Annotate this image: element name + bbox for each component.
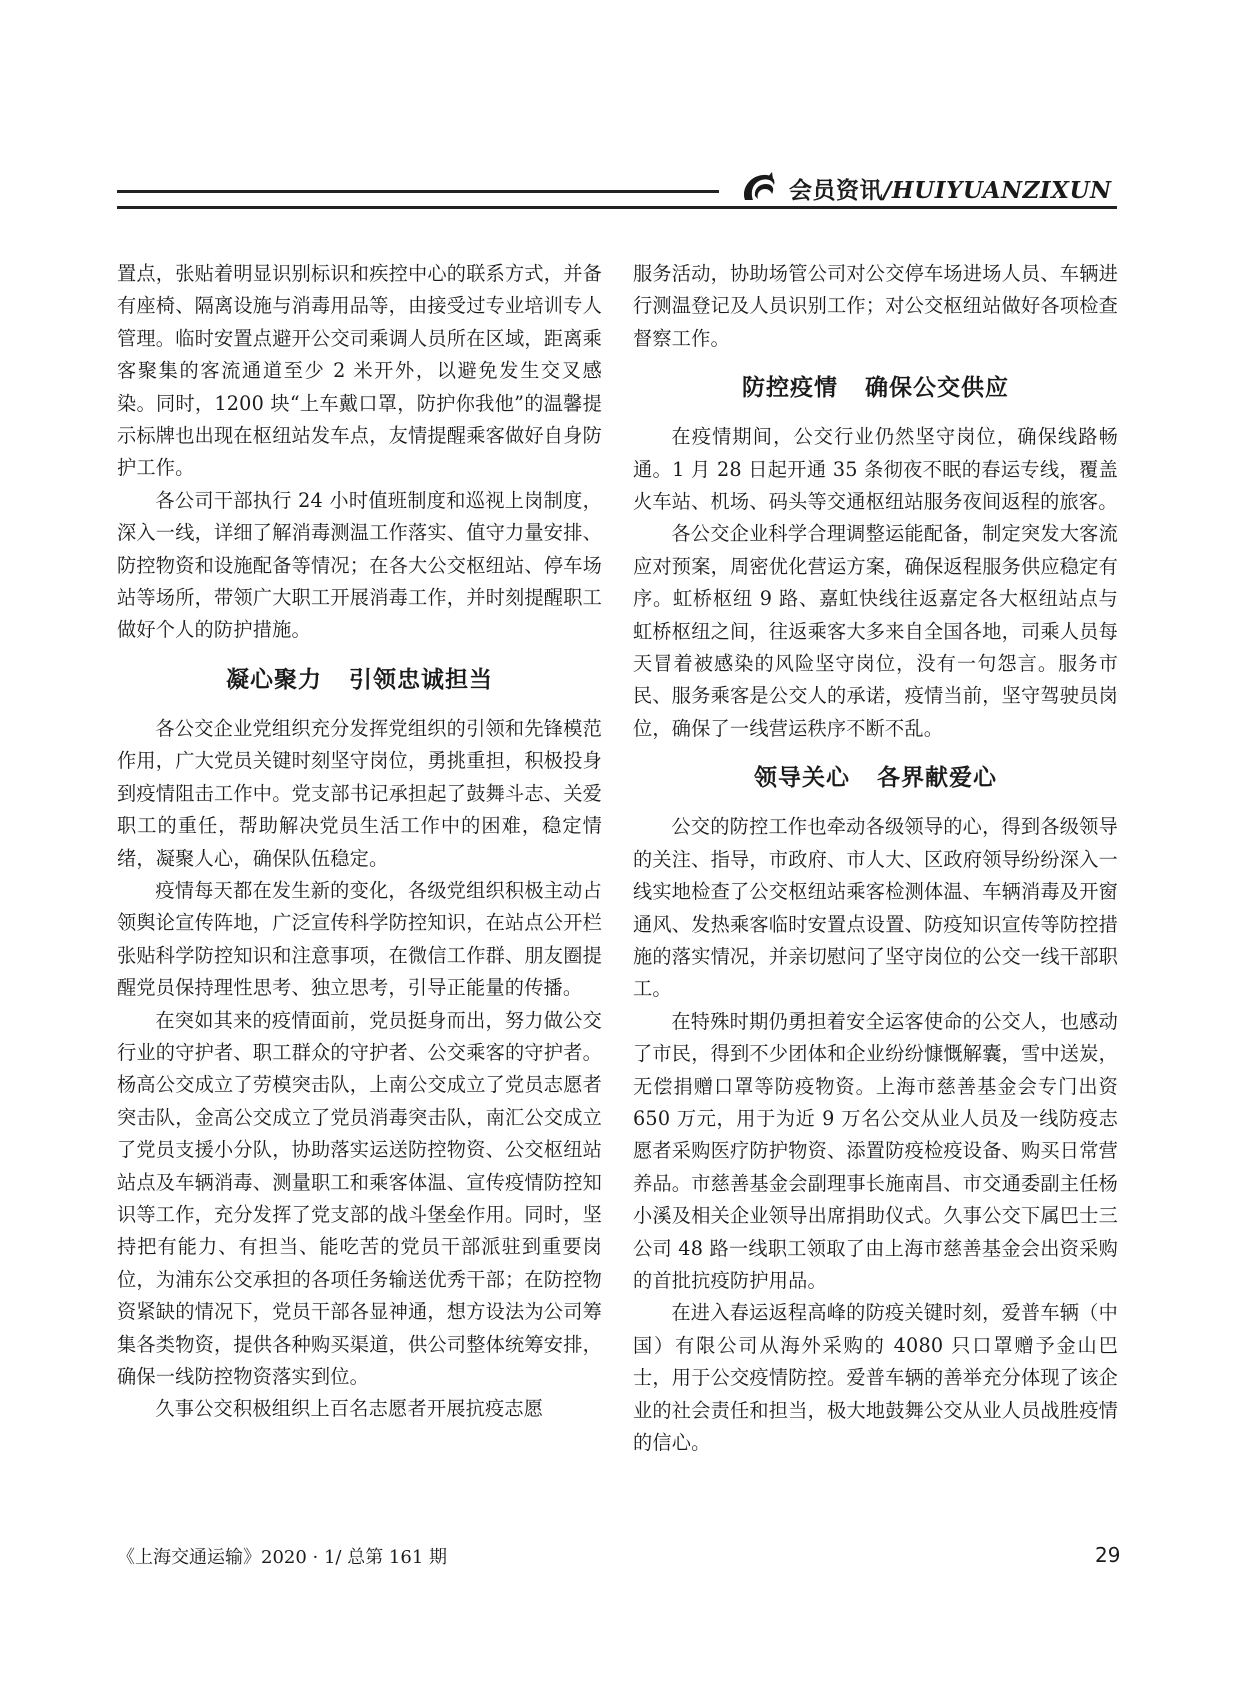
section-heading: 领导关心 各界献爱心 [753, 765, 998, 792]
body-paragraph: 疫情每天都在发生新的变化，各级党组织积极主动占领舆论宣传阵地，广泛宣传科学防控知识，在站点公开栏张贴科学防控知识和注意事项，在微信工作群、朋友圈提醒党员保持理性思考、独立思考，引导正能量的传播。 [117, 878, 602, 1000]
section-label-cn: 会员资讯 [789, 177, 883, 204]
section-heading: 凝心聚力 引领忠诚担当 [225, 666, 494, 693]
page-number: 29 [1095, 1543, 1121, 1567]
body-paragraph: 公交的防控工作也牵动各级领导的心，得到各级领导的关注、指导，市政府、市人大、区政府领导纷纷深入一线实地检查了公交枢纽站乘客检测体温、车辆消毒及开窗通风、发热乘客临时安置点设置、防疫知识宣传等防控措施的落实情况，并亲切慰问了坚守岗位的公交一线干部职工。 [633, 815, 1118, 1001]
body-paragraph: 久事公交积极组织上百名志愿者开展抗疫志愿 [155, 1397, 544, 1421]
section-heading: 防控疫情 确保公交供应 [741, 375, 1010, 402]
body-paragraph: 服务活动，协助场管公司对公交停车场进场人员、车辆进行测温登记及人员识别工作；对公交枢纽站做好各项检查督察工作。 [633, 262, 1118, 350]
body-paragraph: 置点，张贴着明显识别标识和疾控中心的联系方式，并备有座椅、隔离设施与消毒用品等，由接受过专业培训专人管理。临时安置点避开公交司乘调人员所在区域，距离乘客聚集的客流通道至少 2 米开外，以避免发生交叉感染。同时，1200 块“上车戴口罩，防护你我他”的温馨提示标牌也出现在枢纽站发车点，友情提醒乘客做好自身防护工作。 [117, 262, 602, 480]
section-label [789, 172, 1112, 205]
publication-info: 《上海交通运输》2020 · 1/ 总第 161 期 [117, 1547, 448, 1568]
page-header [117, 164, 1117, 224]
body-paragraph: 在突如其来的疫情面前，党员挺身而出，努力做公交行业的守护者、职工群众的守护者、公交乘客的守护者。杨高公交成立了劳模突击队，上南公交成立了党员志愿者突击队，金高公交成立了党员消毒突击队，南汇公交成立了党员支援小分队，协助落实运送防控物资、公交枢纽站站点及车辆消毒、测量职工和乘客体温、宣传疫情防控知识等工作，充分发挥了党支部的战斗堡垒作用。同时，坚持把有能力、有担当、能吃苦的党员干部派驻到重要岗位，为浦东公交承担的各项任务输送优秀干部；在防控物资紧缺的情况下，党员干部各显神通，想方设法为公司筹集各类物资，提供各种购买渠道，供公司整体统筹安排，确保一线防控物资落实到位。 [117, 1008, 602, 1388]
body-paragraph: 在疫情期间，公交行业仍然坚守岗位，确保线路畅通。1 月 28 日起开通 35 条彻夜不眠的春运专线，覆盖火车站、机场、码头等交通枢纽站服务夜间返程的旅客。 [633, 425, 1118, 514]
header-rule-top [117, 190, 719, 193]
body-paragraph: 各公司干部执行 24 小时值班制度和巡视上岗制度，深入一线，详细了解消毒测温工作落实、值守力量安排、防控物资和设施配备等情况；在各大公交枢纽站、停车场站等场所，带领广大职工开展消毒工作，并时刻提醒职工做好个人的防护措施。 [117, 488, 602, 642]
body-paragraph: 在特殊时期仍勇担着安全运客使命的公交人，也感动了市民，得到不少团体和企业纷纷慷慨解囊，雪中送炭，无偿捐赠口罩等防疫物资。上海市慈善基金会专门出资 650 万元，用于为近 9 万名公交从业人员及一线防疫志愿者采购医疗防护物资、添置防疫检疫设备、购买日常营养品。市慈善基金会副理事长施南昌、市交通委副主任杨小溪及相关企业领导出席捐助仪式。久事公交下属巴士三公司 48 路一线职工领取了由上海市慈善基金会出资采购的首批抗疫防护用品。 [633, 1009, 1118, 1292]
body-paragraph: 各公交企业党组织充分发挥党组织的引领和先锋模范作用，广大党员关键时刻坚守岗位，勇挑重担，积极投身到疫情阻击工作中。党支部书记承担起了鼓舞斗志、关爱职工的重任，帮助解决党员生活工作中的困难，稳定情绪，凝聚人心，确保队伍稳定。 [117, 716, 602, 870]
section-label-en: /HUIYUANZIXUN [883, 177, 1112, 204]
right-column [633, 258, 1118, 1459]
body-paragraph: 各公交企业科学合理调整运能配备，制定突发大客流应对预案，周密优化营运方案，确保返程服务供应稳定有序。虹桥枢纽 9 路、嘉虹快线往返嘉定各大枢纽站点与虹桥枢纽之间，往返乘客大多来自全国各地，司乘人员每天冒着被感染的风险坚守岗位，没有一句怨言。服务市民、服务乘客是公交人的承诺，疫情当前，坚守驾驶员岗位，确保了一线营运秩序不断不乱。 [633, 522, 1118, 740]
body-paragraph: 在进入春运返程高峰的防疫关键时刻，爱普车辆（中国）有限公司从海外采购的 4080 只口罩赠予金山巴士，用于公交疫情防控。爱普车辆的善举充分体现了该企业的社会责任和担当，极大地鼓舞公交从业人员战胜疫情的信心。 [633, 1301, 1118, 1454]
swirl-logo-icon [739, 170, 779, 206]
header-rule-bottom [117, 206, 1117, 209]
left-column [117, 258, 602, 1426]
